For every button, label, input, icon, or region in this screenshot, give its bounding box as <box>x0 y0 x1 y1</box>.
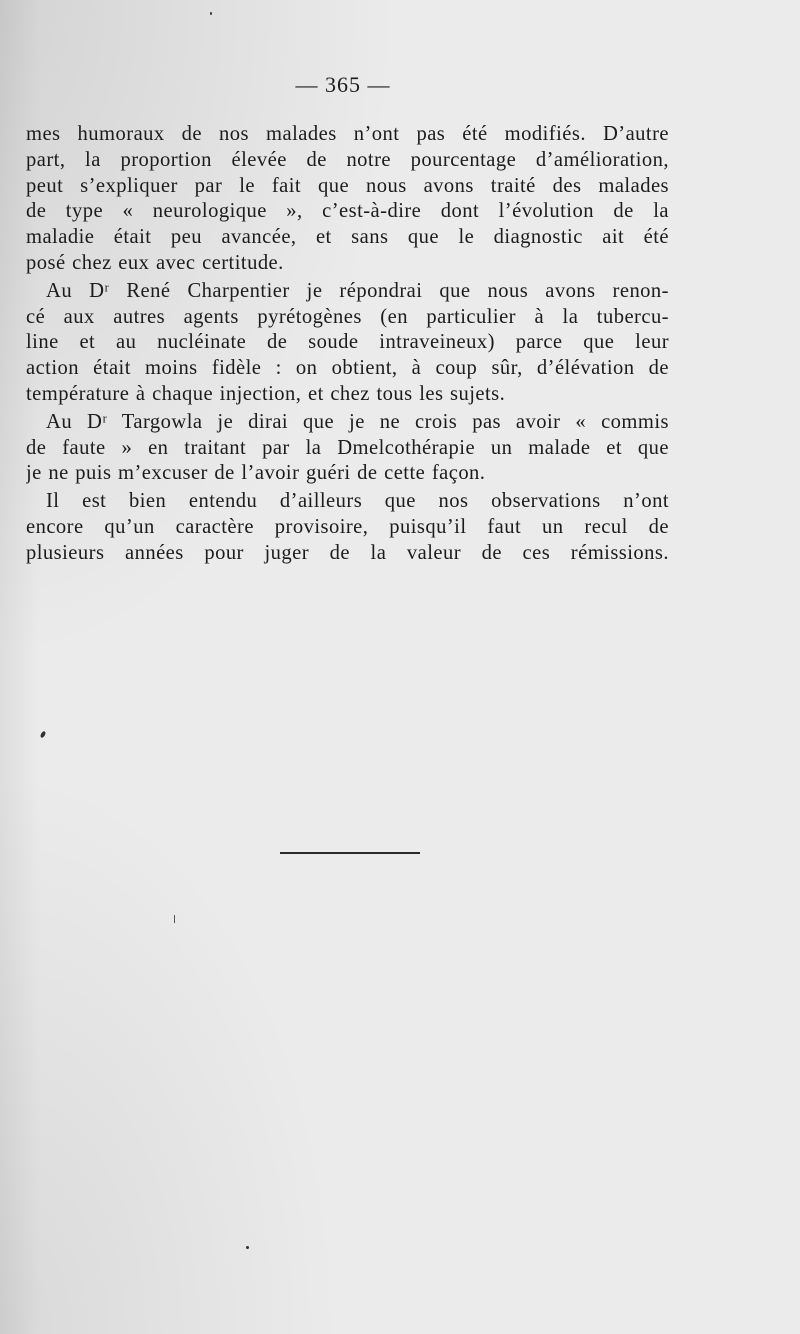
text-line: mes humoraux de nos malades n’ont pas été modifiés. D’autre <box>26 123 669 145</box>
ink-speck <box>174 915 175 923</box>
ink-speck <box>246 1246 249 1249</box>
text-line: posé chez eux avec certitude. <box>26 251 284 274</box>
text-line: line et au nucléinate de soude intraveineux) parce que leur <box>26 331 669 354</box>
text-line: je ne puis m’excuser de l’avoir guéri de cette façon. <box>26 462 486 485</box>
text-line: action était moins fidèle : on obtient, à coup sûr, d’élévation de <box>26 357 669 380</box>
paragraph-1 <box>26 122 669 277</box>
text-line: température à chaque injection, et chez tous les sujets. <box>26 382 506 405</box>
text-line: Il est bien entendu d’ailleurs que nos observations n’ont <box>46 490 669 513</box>
text-line: maladie était peu avancée, et sans que le diagnostic ait été <box>26 226 669 249</box>
paragraph-3 <box>26 410 669 487</box>
paragraph-2 <box>26 279 669 408</box>
text-line: part, la proportion élevée de notre pourcentage d’amélioration, <box>26 148 669 171</box>
text-line: plusieurs années pour juger de la valeur de ces rémissions. <box>26 541 669 564</box>
ink-speck <box>210 12 212 15</box>
page-number: — 365 — <box>295 72 391 97</box>
text-line: encore qu’un caractère provisoire, puisqu’il faut un recul de <box>26 515 669 538</box>
end-rule <box>280 852 420 854</box>
text-line: de faute » en traitant par la Dmelcothérapie un malade et que <box>26 436 669 459</box>
text-line: cé aux autres agents pyrétogènes (en particulier à la tubercu- <box>26 305 669 328</box>
text-line: Au Dʳ Targowla je dirai que je ne crois pas avoir « commis <box>46 410 669 433</box>
body-text <box>26 122 669 569</box>
paragraph-4 <box>26 489 669 566</box>
text-line: Au Dʳ René Charpentier je répondrai que nous avons renon- <box>46 279 669 302</box>
ink-speck <box>40 730 47 738</box>
text-line: peut s’expliquer par le fait que nous avons traité des malades <box>26 174 669 197</box>
text-line: de type « neurologique », c’est-à-dire dont l’évolution de la <box>26 200 669 223</box>
